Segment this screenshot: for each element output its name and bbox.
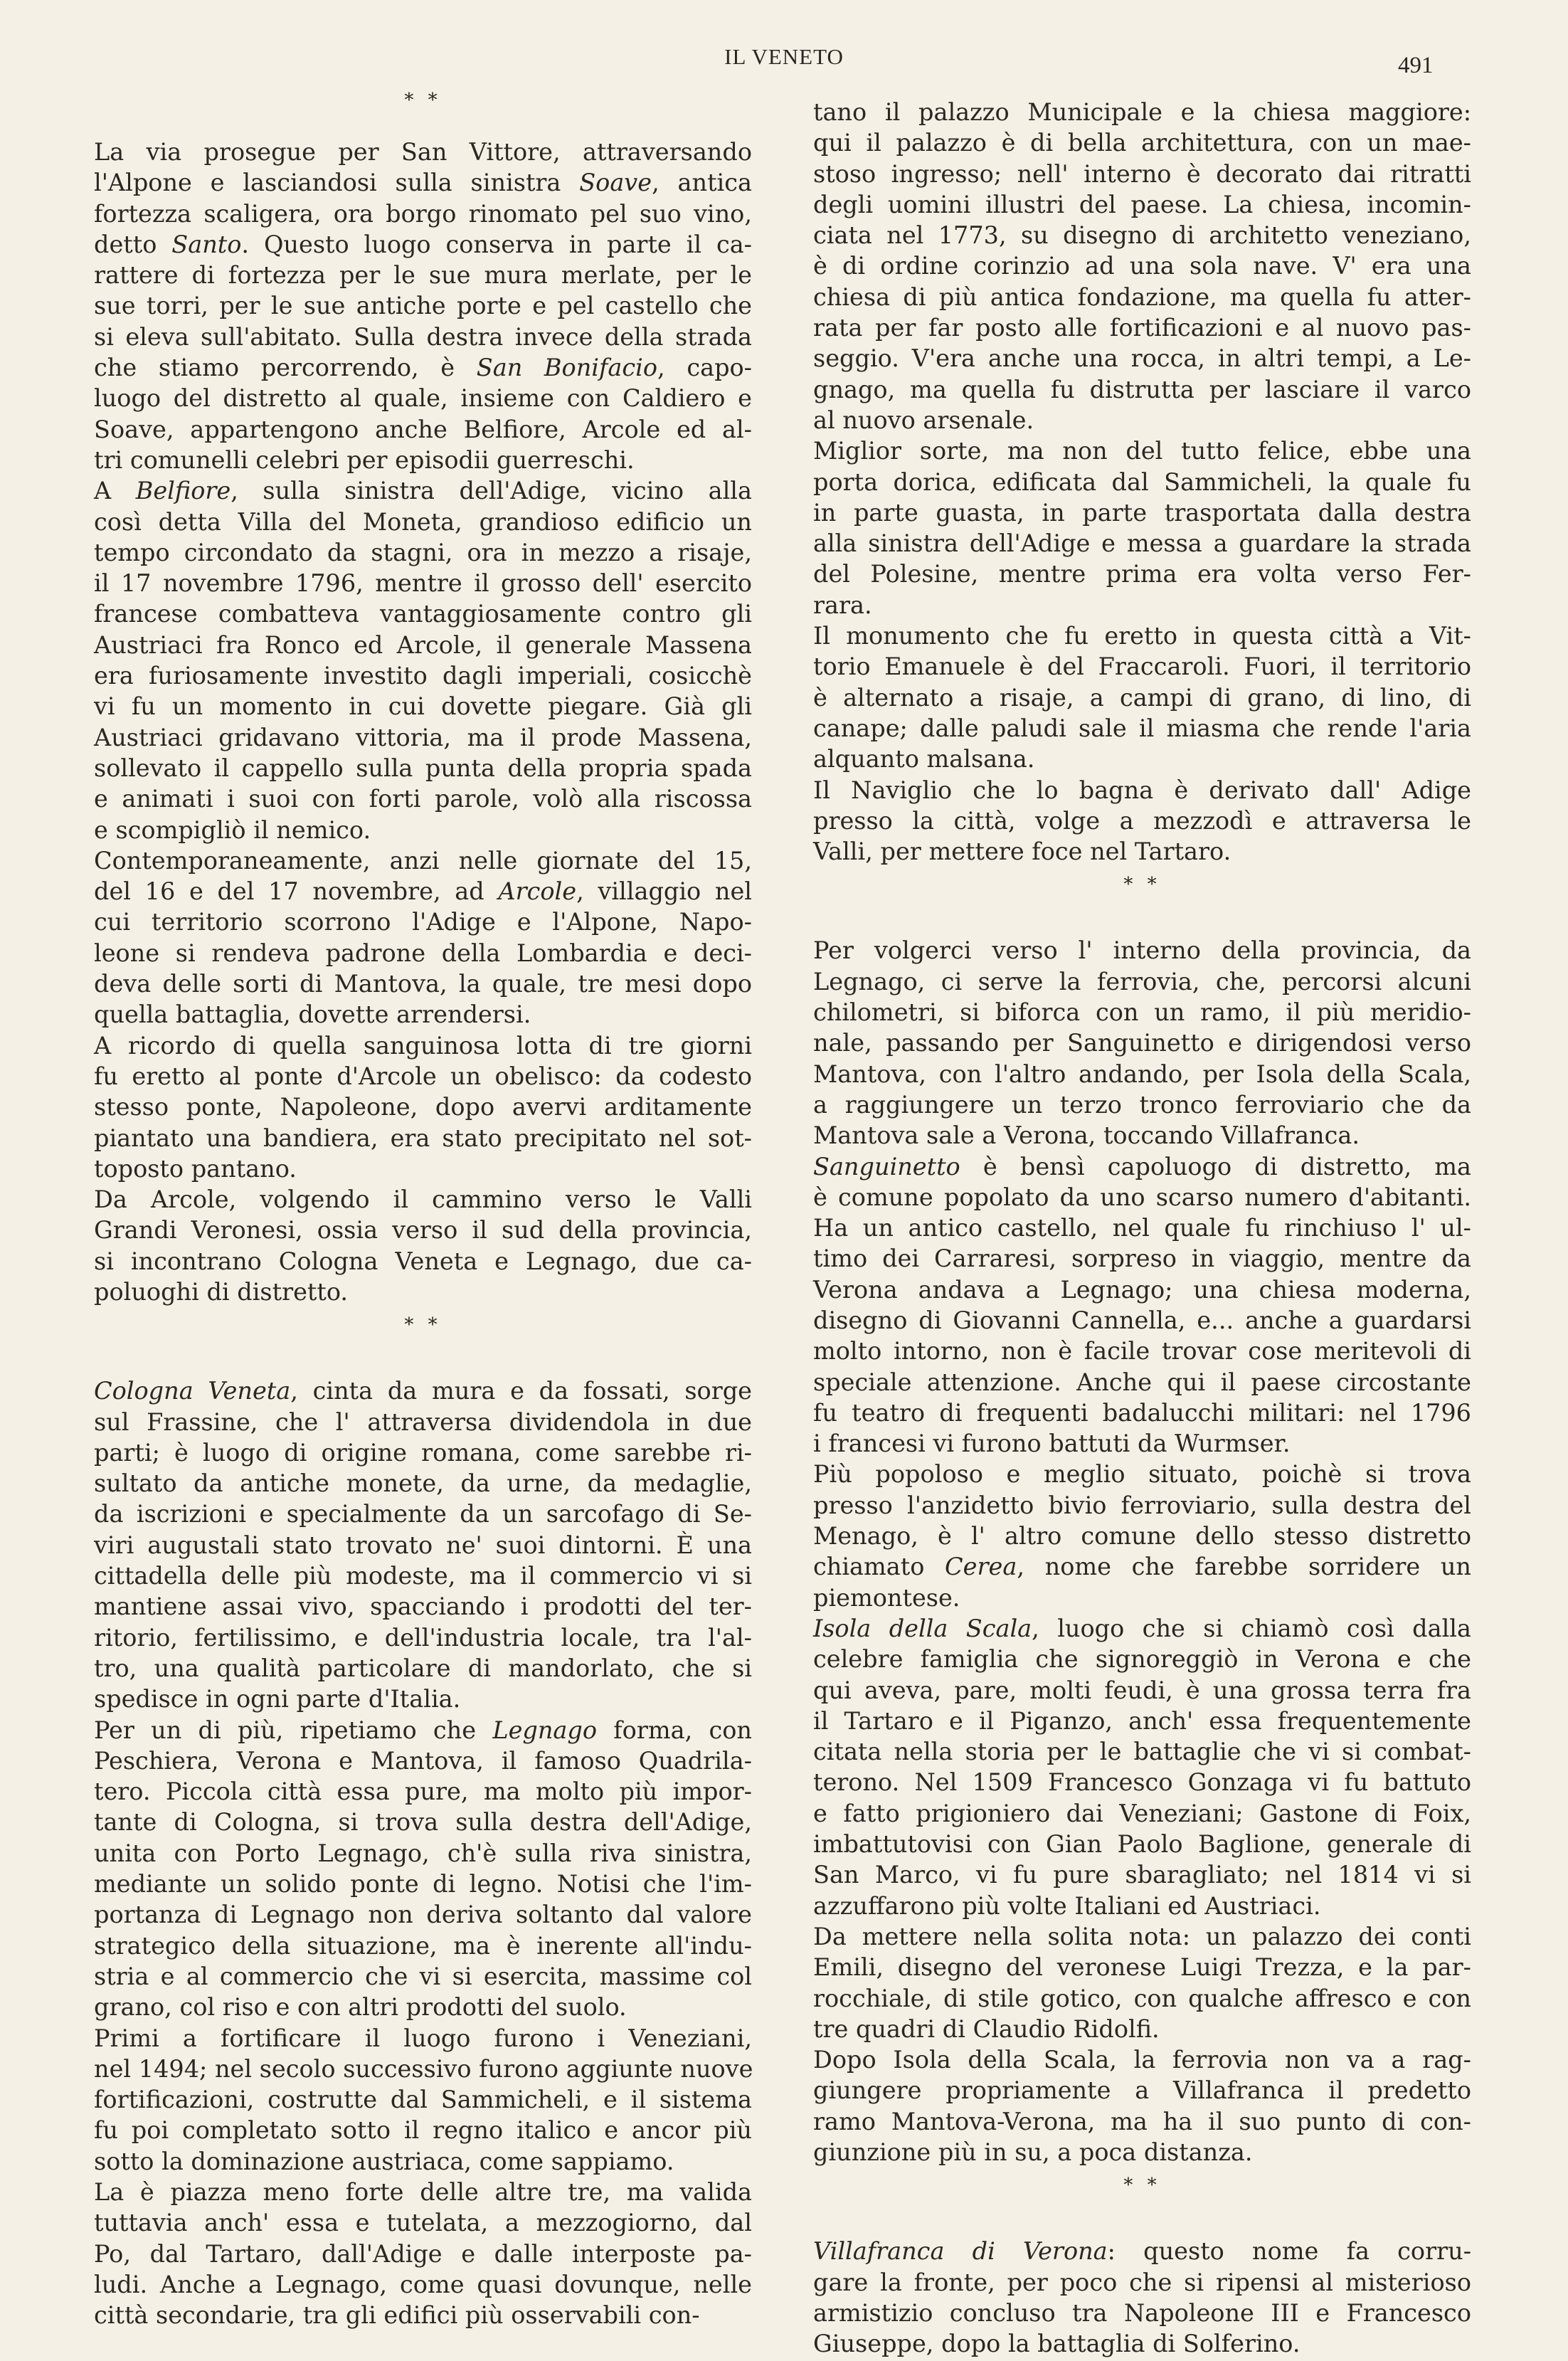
text-line: ramo Mantova-Verona, ma ha il suo punto di con- — [813, 2107, 1471, 2135]
text-line: e fatto prigioniero dai Veneziani; Gastone di Foix, — [813, 1799, 1471, 1827]
text-line: rattere di fortezza per le sue mura merlate, per le — [94, 261, 752, 290]
text-line: al nuovo arsenale. — [813, 406, 1034, 434]
text-line: fu teatro di frequenti badalucchi militari: nel 1796 — [813, 1398, 1471, 1427]
text-line: il 17 novembre 1796, mentre il grosso dell' esercito — [94, 569, 752, 598]
text-line: detto Santo. Questo luogo conserva in parte il ca- — [94, 230, 753, 258]
text-line: sue torri, per le sue antiche porte e pel castello che — [94, 292, 752, 320]
paragraph — [94, 1715, 752, 2023]
paragraph — [94, 845, 752, 1030]
text-line: era furiosamente investito dagli imperiali, cosicchè — [94, 662, 752, 690]
text-line: Da Arcole, volgendo il cammino verso le Valli — [94, 1185, 752, 1214]
text-line: toposto pantano. — [94, 1154, 297, 1183]
text-line: così detta Villa del Moneta, grandioso edificio un — [94, 507, 752, 536]
text-line: sollevato il cappello sulla punta della propria spada — [94, 754, 752, 782]
text-line: tro, una qualità particolare di mandorlato, che si — [94, 1654, 752, 1682]
text-line: gare la fronte, per poco che si ripensi al misterioso — [813, 2268, 1471, 2296]
text-line: Per un di più, ripetiamo che Legnago forma, con — [94, 1716, 752, 1744]
text-line: cui territorio scorrono l'Adige e l'Alpone, Napo- — [94, 908, 752, 936]
text-line: Giuseppe, dopo la battaglia di Solferino. — [813, 2330, 1301, 2358]
paragraph — [813, 1613, 1471, 1921]
text-line: qui il palazzo è di bella architettura, con un mae- — [813, 129, 1471, 157]
text-line: Villafranca di Verona: questo nome fa corru- — [813, 2237, 1472, 2266]
text-line: unita con Porto Legnago, ch'è sulla riva sinistra, — [94, 1839, 752, 1867]
left-column — [94, 90, 753, 2330]
text-line: Sanguinetto è bensì capoluogo di distretto, ma — [813, 1152, 1471, 1180]
text-line: A ricordo di quella sanguinosa lotta di tre giorni — [94, 1031, 752, 1060]
text-line: Isola della Scala, luogo che si chiamò così dalla — [813, 1614, 1471, 1642]
text-line: tre quadri di Claudio Ridolfi. — [813, 2014, 1160, 2043]
section-separator: * * — [1123, 2175, 1161, 2197]
text-line: timo dei Carraresi, sorpreso in viaggio, mentre da — [813, 1245, 1471, 1273]
text-line: vi fu un momento in cui dovette piegare. Già gli — [94, 692, 752, 721]
text-line: sul Frassine, che l' attraversa dividendola in due — [94, 1407, 752, 1436]
text-line: Soave, appartengono anche Belfiore, Arcole ed al- — [94, 415, 752, 443]
text-line: tero. Piccola città essa pure, ma molto più impor- — [94, 1778, 752, 1806]
text-line: leone si rendeva padrone della Lombardia e deci- — [94, 939, 752, 967]
text-line: viri augustali stato trovato ne' suoi dintorni. È una — [94, 1531, 752, 1559]
text-line: Po, dal Tartaro, dall'Adige e dalle interposte pa- — [94, 2239, 752, 2268]
text-line: Per volgerci verso l' interno della provincia, da — [813, 936, 1471, 965]
paragraph — [813, 1151, 1471, 1459]
text-line: citata nella storia per le battaglie che vi si combat- — [813, 1738, 1471, 1766]
paragraph — [813, 775, 1471, 867]
text-line: fu eretto al ponte d'Arcole un obelisco: da codesto — [94, 1062, 752, 1090]
text-line: che stiamo percorrendo, è San Bonifacio, capo- — [94, 354, 752, 382]
paragraph — [94, 475, 752, 845]
text-line: speciale attenzione. Anche qui il paese circostante — [813, 1368, 1471, 1396]
paragraph — [94, 1184, 752, 1307]
text-line: città secondarie, tra gli edifici più osservabili con- — [94, 2301, 700, 2330]
text-line: Peschiera, Verona e Mantova, il famoso Quadrila- — [94, 1746, 752, 1775]
text-line: giunzione più in su, a poca distanza. — [813, 2138, 1253, 2166]
text-line: presso l'anzidetto bivio ferroviario, sulla destra del — [813, 1491, 1471, 1519]
text-line: a raggiungere un terzo tronco ferroviario che da — [813, 1090, 1471, 1119]
text-line: Verona andava a Legnago; una chiesa moderna, — [813, 1275, 1471, 1304]
right-column — [813, 97, 1471, 2359]
text-line: Menago, è l' altro comune dello stesso distretto — [813, 1522, 1471, 1551]
text-line: Il monumento che fu eretto in questa città a Vit- — [813, 622, 1471, 650]
text-line: nel 1494; nel secolo successivo furono aggiunte nuove — [94, 2054, 753, 2083]
text-line: si incontrano Cologna Veneta e Legnago, due ca- — [94, 1247, 752, 1275]
text-line: fu poi completato sotto il regno italico e ancor più — [94, 2116, 752, 2145]
text-line: ciata nel 1773, su disegno di architetto veneziano, — [813, 221, 1471, 250]
text-line: da iscrizioni e specialmente da un sarcofago di Se- — [94, 1500, 752, 1528]
text-line: alla sinistra dell'Adige e messa a guardare la strada — [813, 529, 1471, 558]
text-line: Mantova sale a Verona, toccando Villafranca. — [813, 1121, 1360, 1150]
text-line: quella battaglia, dovette arrendersi. — [94, 1000, 531, 1029]
paragraph — [94, 2177, 752, 2330]
paragraph — [813, 435, 1471, 620]
paragraph — [94, 2023, 752, 2177]
text-line: strategico della situazione, ma è inerente all'indu- — [94, 1931, 752, 1960]
text-line: presso la città, volge a mezzodì e attraversa le — [813, 806, 1471, 835]
text-line: Austriaci fra Ronco ed Arcole, il generale Massena — [94, 630, 752, 659]
text-line: La è piazza meno forte delle altre tre, ma valida — [94, 2178, 752, 2206]
text-line: Il Naviglio che lo bagna è derivato dall' Adige — [813, 776, 1471, 804]
paragraph — [813, 935, 1471, 1151]
text-line: stria e al commercio che vi si esercita, massime col — [94, 1962, 752, 1990]
text-line: fortezza scaligera, ora borgo rinomato pel suo vino, — [94, 199, 752, 228]
text-line: l'Alpone e lasciandosi sulla sinistra Soave, antica — [94, 169, 752, 197]
text-line: fortificazioni, costrutte dal Sammicheli, e il sistema — [94, 2086, 752, 2114]
text-line: torio Emanuele è del Fraccaroli. Fuori, il territorio — [813, 653, 1471, 681]
paragraph — [813, 97, 1471, 435]
text-line: in parte guasta, in parte trasportata dalla destra — [813, 498, 1471, 527]
text-line: portanza di Legnago non deriva soltanto dal valore — [94, 1901, 752, 1929]
text-line: e scompigliò il nemico. — [94, 815, 371, 844]
text-line: tante di Cologna, si trova sulla destra dell'Adige, — [94, 1808, 752, 1837]
text-line: qui aveva, pare, molti feudi, è una grossa terra fra — [813, 1676, 1471, 1704]
text-line: molto intorno, non è facile trovar cose meritevoli di — [813, 1337, 1471, 1366]
text-line: è alternato a risaje, a campi di grano, di lino, di — [813, 683, 1471, 712]
text-line: canape; dalle paludi sale il miasma che rende l'aria — [813, 714, 1471, 742]
text-line: ludi. Anche a Legnago, come quasi dovunque, nelle — [94, 2270, 752, 2298]
text-line: del 16 e del 17 novembre, ad Arcole, villaggio nel — [94, 877, 753, 906]
paragraph — [813, 1459, 1471, 1612]
text-line: seggio. V'era anche una rocca, in altri tempi, a Le- — [813, 344, 1471, 373]
text-line: Contemporaneamente, anzi nelle giornate del 15, — [94, 846, 752, 875]
text-line: ritorio, fertilissimo, e dell'industria locale, tra l'al- — [94, 1623, 752, 1652]
text-line: Da mettere nella solita nota: un palazzo dei conti — [813, 1922, 1471, 1950]
text-line: Miglior sorte, ma non del tutto felice, ebbe una — [813, 437, 1471, 465]
section-separator: * * — [404, 90, 442, 111]
text-line: luogo del distretto al quale, insieme con Caldiero e — [94, 384, 752, 413]
text-line: A Belfiore, sulla sinistra dell'Adige, vicino alla — [94, 477, 752, 505]
text-line: La via prosegue per San Vittore, attraversando — [94, 138, 752, 166]
text-line: il Tartaro e il Piganzo, anch' essa frequentemente — [813, 1706, 1471, 1735]
text-line: chilometri, si biforca con un ramo, il più meridio- — [813, 998, 1471, 1027]
text-line: Legnago, ci serve la ferrovia, che, percorsi alcuni — [813, 967, 1471, 995]
text-line: del Polesine, mentre prima era volta verso Fer- — [813, 560, 1471, 588]
page-number: 491 — [1398, 53, 1434, 78]
text-line: Cologna Veneta, cinta da mura e da fossati, sorge — [94, 1377, 752, 1405]
text-line: Grandi Veronesi, ossia verso il sud della provincia, — [94, 1216, 752, 1245]
text-line: parti; è luogo di origine romana, come sarebbe ri- — [94, 1438, 752, 1467]
text-line: Primi a fortificare il luogo furono i Veneziani, — [94, 2024, 752, 2052]
paragraph — [813, 1921, 1471, 2044]
text-line: stesso ponte, Napoleone, dopo avervi arditamente — [94, 1093, 752, 1121]
text-line: celebre famiglia che signoreggiò in Verona e che — [813, 1645, 1471, 1674]
paragraph — [94, 1030, 752, 1184]
text-line: Dopo Isola della Scala, la ferrovia non va a rag- — [813, 2046, 1471, 2074]
text-line: tempo circondato da stagni, ora in mezzo a risaje, — [94, 538, 752, 566]
text-line: stoso ingresso; nell' interno è decorato dai ritratti — [813, 159, 1471, 188]
text-line: è comune popolato da uno scarso numero d'abitanti. — [813, 1183, 1471, 1211]
text-line: Emili, disegno del veronese Luigi Trezza, e la par- — [813, 1953, 1471, 1982]
text-line: Più popoloso e meglio situato, poichè si trova — [813, 1460, 1471, 1489]
text-line: deva delle sorti di Mantova, la quale, tre mesi dopo — [94, 970, 752, 998]
text-line: nale, passando per Sanguinetto e dirigendosi verso — [813, 1029, 1471, 1057]
paragraph — [813, 2236, 1471, 2359]
text-line: armistizio concluso tra Napoleone III e Francesco — [813, 2298, 1471, 2327]
text-line: tri comunelli celebri per episodii guerreschi. — [94, 445, 635, 474]
text-line: piemontese. — [813, 1583, 960, 1612]
text-line: mantiene assai vivo, spacciando i prodotti del ter- — [94, 1593, 752, 1621]
text-line: chiesa di più antica fondazione, ma quella fu atter- — [813, 282, 1471, 311]
text-line: sultato da antiche monete, da urne, da medaglie, — [94, 1469, 752, 1498]
text-line: si eleva sull'abitato. Sulla destra invece della strada — [94, 322, 752, 351]
paragraph — [813, 620, 1471, 774]
text-line: azzuffarono più volte Italiani ed Austriaci. — [813, 1891, 1321, 1920]
text-line: terono. Nel 1509 Francesco Gonzaga vi fu battuto — [813, 1768, 1471, 1797]
text-line: spedisce in ogni parte d'Italia. — [94, 1685, 461, 1713]
section-separator: * * — [404, 1314, 442, 1336]
text-line: tuttavia anch' essa e tutelata, a mezzogiorno, dal — [94, 2209, 752, 2237]
text-line: grano, col riso e con altri prodotti del suolo. — [94, 1993, 627, 2022]
text-line: giungere propriamente a Villafranca il predetto — [813, 2076, 1471, 2105]
text-line: San Marco, vi fu pure sbaragliato; nel 1814 vi si — [813, 1861, 1471, 1889]
text-line: Ha un antico castello, nel quale fu rinchiuso l' ul- — [813, 1214, 1471, 1242]
text-line: e animati i suoi con forti parole, volò alla riscossa — [94, 785, 752, 813]
text-line: cittadella delle più modeste, ma il commercio vi si — [94, 1562, 752, 1590]
text-line: Austriaci gridavano vittoria, ma il prode Massena, — [94, 723, 752, 751]
paragraph — [94, 1375, 752, 1714]
paragraph — [94, 137, 752, 475]
text-line: degli uomini illustri del paese. La chiesa, incomin- — [813, 190, 1471, 218]
text-line: è di ordine corinzio ad una sola nave. V' era una — [813, 252, 1471, 280]
text-line: tano il palazzo Municipale e la chiesa maggiore: — [813, 98, 1471, 126]
text-line: porta dorica, edificata dal Sammicheli, la quale fu — [813, 468, 1471, 496]
text-line: sotto la dominazione austriaca, come sappiamo. — [94, 2147, 674, 2175]
paragraph — [813, 2044, 1471, 2167]
text-line: i francesi vi furono battuti da Wurmser. — [813, 1430, 1291, 1458]
text-line: alquanto malsana. — [813, 745, 1035, 773]
text-line: rata per far posto alle fortificazioni e al nuovo pas- — [813, 314, 1471, 342]
text-line: disegno di Giovanni Cannella, e... anche a guardarsi — [813, 1306, 1471, 1334]
text-line: francese combatteva vantaggiosamente contro gli — [94, 600, 752, 628]
text-line: Mantova, con l'altro andando, per Isola della Scala, — [813, 1060, 1471, 1088]
text-line: rara. — [813, 591, 872, 619]
section-separator: * * — [1123, 874, 1161, 896]
text-line: chiamato Cerea, nome che farebbe sorridere un — [813, 1553, 1471, 1581]
text-line: Valli, per mettere foce nel Tartaro. — [813, 838, 1231, 866]
running-title: IL VENETO — [724, 44, 844, 69]
text-line: rocchiale, di stile gotico, con qualche affresco e con — [813, 1984, 1471, 2012]
text-line: gnago, ma quella fu distrutta per lasciare il varco — [813, 375, 1471, 403]
text-line: piantato una bandiera, era stato precipitato nel sot- — [94, 1124, 752, 1152]
text-line: mediante un solido ponte di legno. Notisi che l'im- — [94, 1870, 752, 1898]
text-line: imbattutovisi con Gian Paolo Baglione, generale di — [813, 1830, 1471, 1859]
text-line: poluoghi di distretto. — [94, 1277, 349, 1306]
